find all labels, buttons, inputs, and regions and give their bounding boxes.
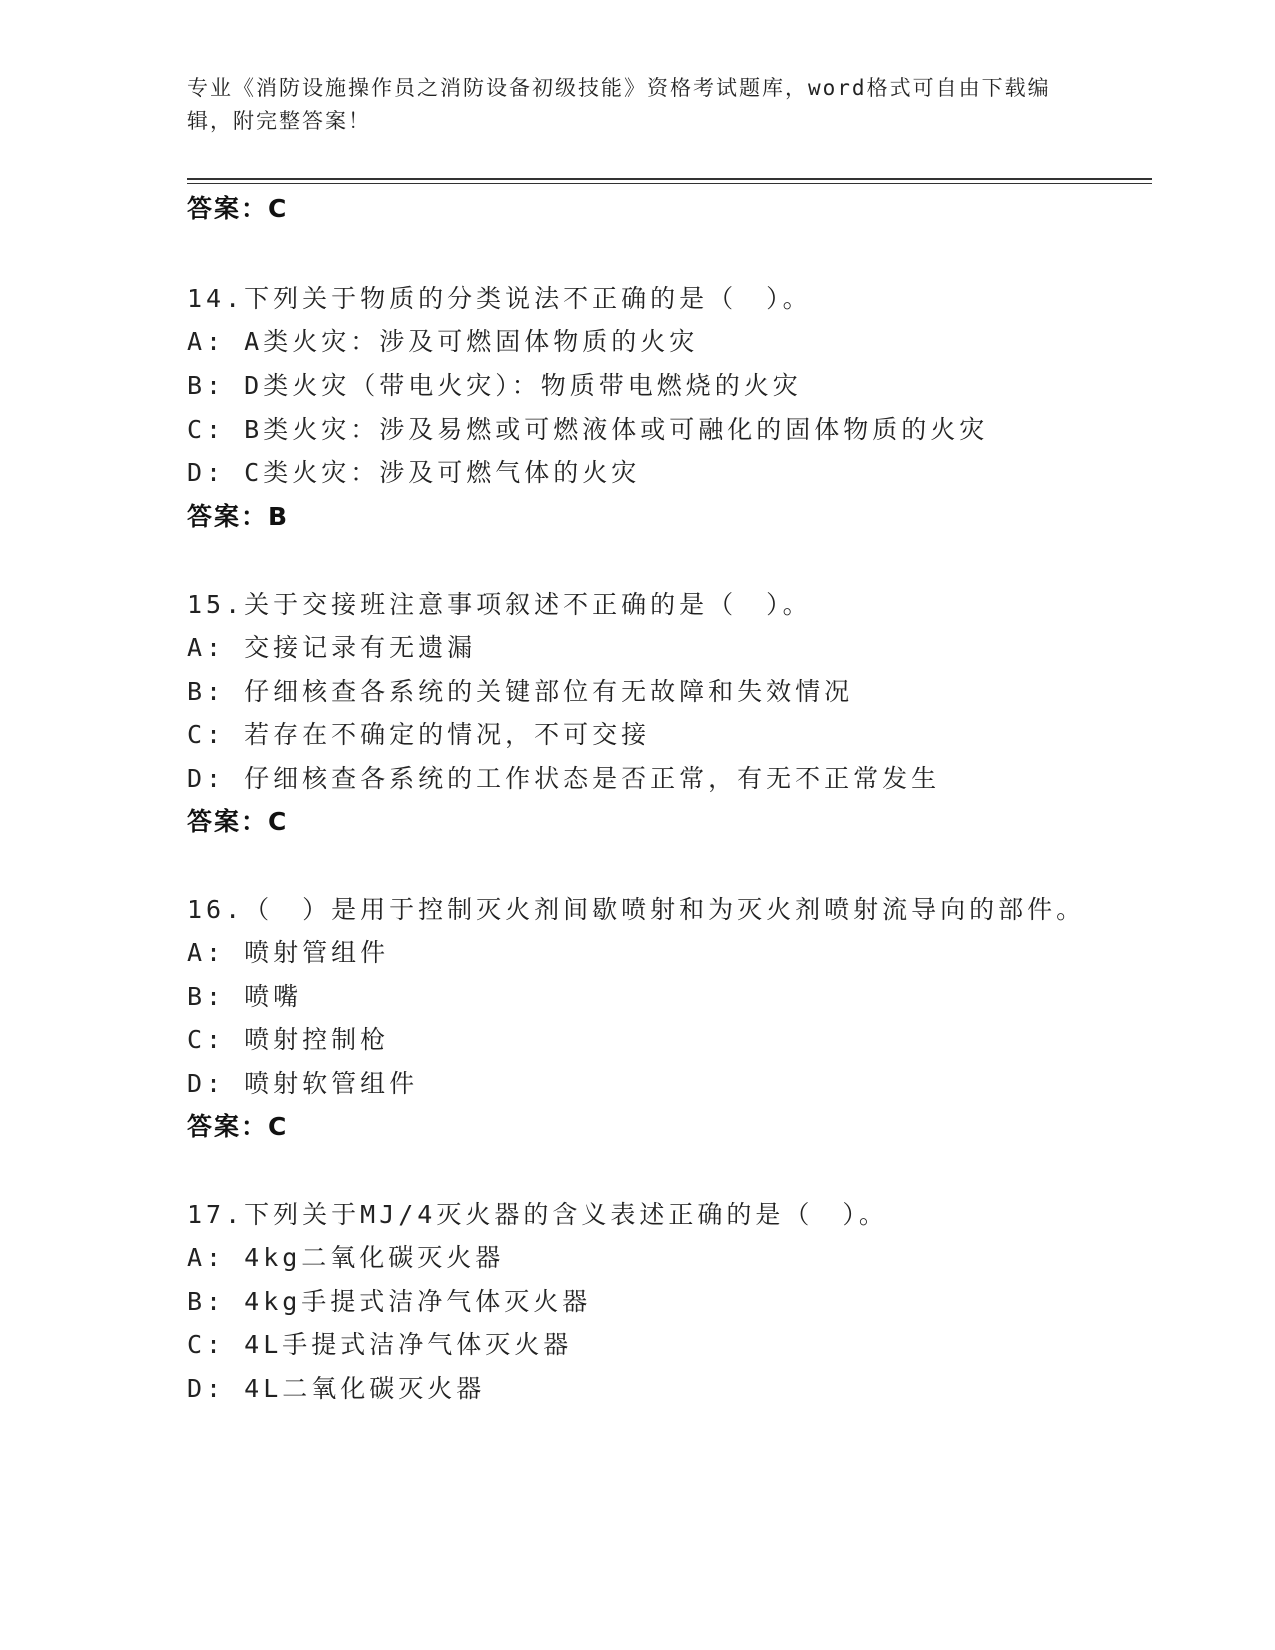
question-15-answer: 答案：C bbox=[187, 807, 289, 836]
question-15-option-a: A: 交接记录有无遗漏 bbox=[187, 633, 477, 662]
question-15-text: 15.关于交接班注意事项叙述不正确的是（ ）。 bbox=[187, 590, 812, 619]
question-17-text: 17.下列关于MJ/4灭火器的含义表述正确的是（ ）。 bbox=[187, 1200, 888, 1229]
question-14-answer: 答案：B bbox=[187, 502, 290, 531]
question-15-option-d: D: 仔细核查各系统的工作状态是否正常，有无不正常发生 bbox=[187, 764, 941, 793]
question-14-option-b: B: D类火灾（带电火灾）：物质带电燃烧的火灾 bbox=[187, 371, 802, 400]
question-17-option-a: A: 4kg二氧化碳灭火器 bbox=[187, 1243, 505, 1272]
question-15-option-c: C: 若存在不确定的情况，不可交接 bbox=[187, 720, 651, 749]
question-16-option-d: D: 喷射软管组件 bbox=[187, 1069, 419, 1098]
question-16-option-a: A: 喷射管组件 bbox=[187, 938, 390, 967]
question-17-option-d: D: 4L二氧化碳灭火器 bbox=[187, 1374, 486, 1403]
question-15-option-b: B: 仔细核查各系统的关键部位有无故障和失效情况 bbox=[187, 677, 854, 706]
question-14-option-c: C: B类火灾：涉及易燃或可燃液体或可融化的固体物质的火灾 bbox=[187, 415, 989, 444]
question-14-option-a: A: A类火灾：涉及可燃固体物质的火灾 bbox=[187, 327, 699, 356]
header-divider bbox=[187, 178, 1152, 180]
question-14-text: 14.下列关于物质的分类说法不正确的是（ ）。 bbox=[187, 284, 812, 313]
question-17-option-b: B: 4kg手提式洁净气体灭火器 bbox=[187, 1287, 592, 1316]
header-divider-thin bbox=[187, 183, 1152, 184]
question-16-option-c: C: 喷射控制枪 bbox=[187, 1025, 390, 1054]
question-16-answer: 答案：C bbox=[187, 1112, 289, 1141]
question-17-option-c: C: 4L手提式洁净气体灭火器 bbox=[187, 1330, 573, 1359]
document-header: 专业《消防设施操作员之消防设备初级技能》资格考试题库，word格式可自由下载编辑，附完整答案！ bbox=[187, 76, 1051, 133]
question-14-option-d: D: C类火灾：涉及可燃气体的火灾 bbox=[187, 458, 641, 487]
question-16-option-b: B: 喷嘴 bbox=[187, 982, 303, 1011]
answer-line: 答案：C bbox=[187, 194, 289, 223]
question-16-text: 16.（ ）是用于控制灭火剂间歇喷射和为灭火剂喷射流导向的部件。 bbox=[187, 895, 1086, 924]
